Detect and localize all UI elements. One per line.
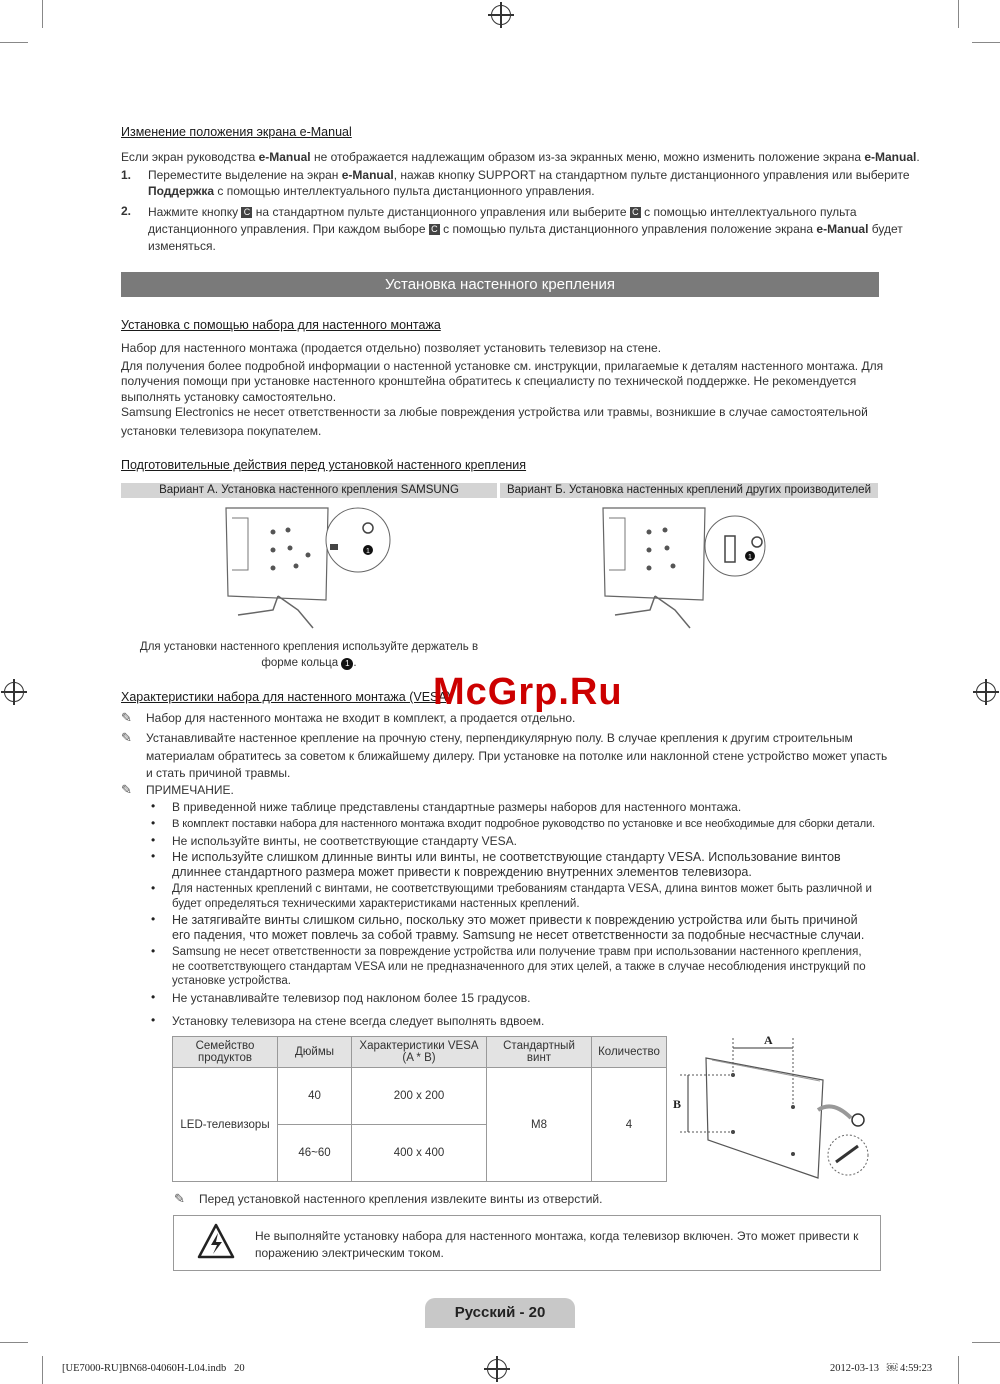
svg-text:1: 1 (366, 548, 370, 555)
wall-kit-text (121, 341, 891, 439)
registration-mark-icon (976, 682, 996, 702)
text-line: и стать причиной травмы. (146, 766, 291, 780)
text-line: поражению электрическим током. (255, 1246, 444, 1260)
crop-mark (0, 42, 28, 43)
variant-a-header: Вариант А. Установка настенного крепления SAMSUNG (121, 483, 497, 498)
circled-number-icon: 1 (341, 658, 353, 670)
note-bullet (172, 882, 880, 911)
text: e-Manual (816, 222, 869, 236)
tv-back-illustration-b (597, 500, 797, 640)
step-number: 2. (121, 204, 132, 218)
text-line: Не затягивайте винты слишком сильно, поскольку это может привести к повреждению устройства или быть причиной (172, 913, 858, 927)
text-line: Для установки настенного крепления используйте держатель в (139, 641, 479, 653)
bullet: • (151, 944, 156, 958)
text: дистанционного управления. При каждом выборе (148, 222, 429, 236)
electric-shock-warning-icon (196, 1222, 236, 1262)
crop-mark (958, 1356, 959, 1384)
crop-mark (42, 0, 43, 28)
text: продуктов (197, 1052, 253, 1064)
text: не отображается надлежащим образом из-за экранных меню, можно изменить положение экрана (310, 150, 865, 164)
table-cell: 400 x 400 (352, 1125, 487, 1182)
table-header-row (173, 1037, 667, 1068)
registration-mark-icon (491, 5, 511, 25)
text: Нажмите кнопку (148, 205, 242, 219)
crop-mark (958, 0, 959, 28)
table-cell: M8 (487, 1068, 592, 1182)
text: e-Manual (341, 168, 394, 182)
footnote-text: Перед установкой настенного крепления извлеките винты из отверстий. (199, 1192, 603, 1206)
text-line: Набор для настенного монтажа (продается отдельно) позволяет установить телевизор на стене. (121, 341, 662, 355)
c-button-icon: C (241, 207, 252, 218)
note-bullet: В комплект поставки набора для настенного монтажа входит подробное руководство по установке и все необходимые для сборки детали. (172, 818, 876, 830)
text: Поддержка (148, 183, 215, 198)
text-line: длиннее стандартного размера может привести к повреждению внутренних элементов телевизора. (172, 864, 752, 879)
text-line: Samsung не несет ответственности за повреждение устройства или получение травм при использовании настенного крепления, (172, 946, 862, 958)
table-header (352, 1037, 487, 1068)
table-header: Стандартный винт (487, 1037, 592, 1068)
text-line: материалам обратитесь за советом к ближайшему дилеру. При установке на потолке или наклонной стене устройство может упасть (146, 748, 888, 763)
section-heading-wall-kit: Установка с помощью набора для настенного монтажа (121, 318, 441, 332)
text-line: будет определяться техническими характеристиками настенных креплений. (172, 897, 580, 910)
text: с помощью пульта дистанционного управления положение экрана (439, 222, 817, 236)
text-line: установке устройства. (172, 975, 291, 987)
note-icon: ✎ (121, 710, 132, 725)
note-bullet (172, 945, 880, 989)
text: будет (868, 222, 903, 236)
section-heading-vesa: Характеристики набора для настенного монтажа (VESA) (121, 690, 451, 704)
text-line: Для настенных креплений с винтами, не соответствующими требованиям стандарта VESA, длина винтов может быть различной и (172, 883, 872, 895)
watermark: McGrp.Ru (433, 671, 623, 713)
note-icon: ✎ (121, 782, 132, 797)
text-line: его падения, что может повлечь за собой травму. Samsung не несет ответственности за подобные несчастные случаи. (172, 927, 865, 942)
step-1-text (148, 168, 910, 199)
bullet: • (151, 816, 156, 830)
note-bullet: Не используйте винты, не соответствующие стандарту VESA. (172, 834, 517, 848)
text-line: Устанавливайте настенное крепление на прочную стену, перпендикулярную полу. В случае крепления к другим строительным (146, 731, 853, 745)
crop-mark (42, 1356, 43, 1384)
table-cell: 4 (592, 1068, 667, 1182)
note-bullet: Установку телевизора на стене всегда следует выполнять вдвоем. (172, 1014, 545, 1028)
table-cell: 200 x 200 (352, 1068, 487, 1125)
text-line: Для получения более подробной информации о настенной установке см. инструкции, прилагаемые к деталям настенного монтажа. Для (121, 358, 884, 373)
text: e-Manual (864, 150, 917, 164)
text: Характеристики VESA (359, 1040, 479, 1052)
text: , нажав кнопку SUPPORT на стандартном пульте дистанционного управления или выберите (393, 168, 910, 182)
note-bullet: В приведенной ниже таблице представлены стандартные размеры наборов для настенного монтажа. (172, 800, 742, 814)
note-title: ПРИМЕЧАНИЕ. (146, 783, 234, 797)
text: с помощью интеллектуального пульта дистанционного управления. (214, 183, 595, 198)
bullet: • (151, 1013, 156, 1027)
text-line: получения помощи при установке настенного кронштейна обратитесь к специалисту по технической поддержке. Не рекомендуется (121, 374, 857, 388)
warning-text (255, 1228, 858, 1262)
text-line: выполнять установку самостоятельно. (121, 389, 337, 404)
note-bullet (172, 850, 880, 879)
text-line: Не выполняйте установку набора для настенного монтажа, когда телевизор включен. Это может привести к (255, 1229, 859, 1243)
crop-mark (972, 1342, 1000, 1343)
text-line: Не используйте слишком длинные винты или винты, не соответствующие стандарту VESA. Использование винтов (172, 850, 841, 864)
label-a: A (764, 1033, 773, 1047)
crop-mark (0, 1342, 28, 1343)
footer-file-info: [UE7000-RU]BN68-04060H-L04.indb 20 (62, 1363, 245, 1374)
text: изменяться. (148, 239, 216, 253)
page-number: Русский - 20 (425, 1298, 575, 1328)
table-cell: 40 (278, 1068, 352, 1125)
text: на стандартном пульте дистанционного управления или выберите (252, 205, 630, 219)
note-bullet (172, 913, 880, 942)
text: (A * B) (402, 1052, 436, 1064)
ring-holder-caption (121, 640, 497, 671)
crop-mark (972, 42, 1000, 43)
table-row (173, 1068, 667, 1125)
svg-text:1: 1 (748, 554, 752, 561)
text: форме кольца (261, 656, 342, 669)
step-2-text (148, 204, 903, 255)
bullet: • (151, 912, 156, 926)
text-line: Samsung Electronics не несет ответственности за любые повреждения устройства или травмы, возникшие в случае самостоятельной (121, 405, 868, 419)
bullet: • (151, 990, 156, 1004)
bullet: • (151, 833, 156, 847)
table-cell: LED-телевизоры (173, 1068, 278, 1182)
text: Переместите выделение на экран (148, 168, 342, 182)
text: . (916, 150, 920, 164)
note-icon: ✎ (121, 730, 132, 745)
registration-mark-icon (487, 1359, 507, 1379)
text-line: установки телевизора покупателем. (121, 423, 322, 438)
emanual-intro (121, 150, 920, 166)
variant-b-header: Вариант Б. Установка настенных креплений других производителей (500, 483, 878, 498)
table-header: Количество (592, 1037, 667, 1068)
table-header: Дюймы (278, 1037, 352, 1068)
text: с помощью интеллектуального пульта (640, 205, 857, 219)
note-bullet: Не устанавливайте телевизор под наклоном более 15 градусов. (172, 991, 531, 1005)
note-icon: ✎ (174, 1191, 185, 1206)
vesa-spec-table (172, 1036, 667, 1182)
footer-timestamp: 2012-03-13 ￼ 4:59:23 (830, 1363, 933, 1374)
text: . (353, 656, 357, 669)
text: Семейство (195, 1040, 255, 1052)
label-b: B (673, 1097, 682, 1111)
table-cell: 46~60 (278, 1125, 352, 1182)
section-heading-preparation: Подготовительные действия перед установкой настенного крепления (121, 458, 527, 472)
c-button-icon: C (429, 224, 440, 235)
text: Если экран руководства (121, 150, 259, 164)
c-button-icon: C (630, 207, 641, 218)
note-text: Набор для настенного монтажа не входит в комплект, а продается отдельно. (146, 711, 576, 725)
bullet: • (151, 849, 156, 863)
step-number: 1. (121, 168, 132, 182)
text-line: не соответствующего стандартам VESA или не предназначенного для этих целей, а также в случае несоблюдения инструкций по (172, 960, 866, 973)
text-line (121, 656, 497, 672)
tv-back-illustration-a (218, 500, 418, 640)
table-header (173, 1037, 278, 1068)
section-heading-emanual: Изменение положения экрана e-Manual (121, 125, 352, 139)
warning-box (173, 1215, 881, 1271)
bullet: • (151, 799, 156, 813)
bullet: • (151, 881, 156, 895)
text: e-Manual (258, 150, 311, 164)
section-banner: Установка настенного крепления (121, 272, 879, 297)
vesa-diagram (668, 1030, 883, 1180)
note-text (146, 731, 886, 782)
registration-mark-icon (4, 682, 24, 702)
